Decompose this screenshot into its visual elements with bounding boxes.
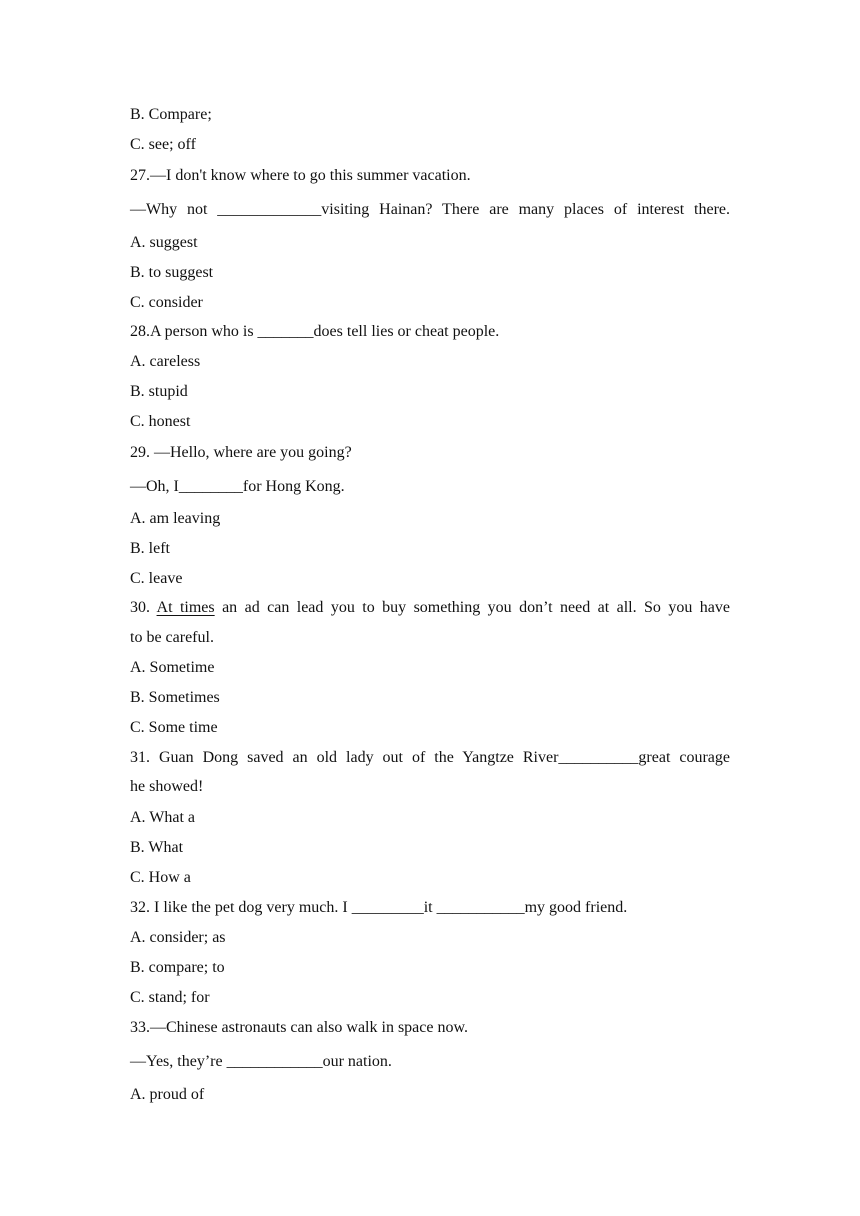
q31-option-a: A. What a <box>130 809 196 826</box>
q26-option-b: B. Compare; <box>130 106 212 123</box>
q30-option-a: A. Sometime <box>130 659 215 676</box>
q29-option-c: C. leave <box>130 570 183 587</box>
q28-question: 28.A person who is _______does tell lies or cheat people. <box>130 323 500 340</box>
q32-option-b: B. compare; to <box>130 959 225 976</box>
q30-number: 30. <box>130 599 157 616</box>
q29-response: —Oh, I________for Hong Kong. <box>130 478 345 495</box>
q27-response: —Why not _____________visiting Hainan? There are many places of interest there. <box>130 201 730 218</box>
q32-option-a: A. consider; as <box>130 929 226 946</box>
q31-question: 31. Guan Dong saved an old lady out of the Yangtze River__________great courage <box>130 749 730 766</box>
q28-option-c: C. honest <box>130 413 191 430</box>
q30-option-b: B. Sometimes <box>130 689 220 706</box>
q32-question: 32. I like the pet dog very much. I _________it ___________my good friend. <box>130 899 628 916</box>
q33-response: —Yes, they’re ____________our nation. <box>130 1053 392 1070</box>
q31-option-c: C. How a <box>130 869 191 886</box>
q30-question-rest: an ad can lead you to buy something you don’t need at all. So you have <box>214 599 730 616</box>
q30-question <box>130 598 730 618</box>
q26-option-c: C. see; off <box>130 136 196 153</box>
q30-underlined-phrase: At times <box>156 599 215 616</box>
q29-option-a: A. am leaving <box>130 510 221 527</box>
q27-option-c: C. consider <box>130 294 203 311</box>
q27-option-b: B. to suggest <box>130 264 214 281</box>
q33-option-a: A. proud of <box>130 1086 205 1103</box>
q27-option-a: A. suggest <box>130 234 198 251</box>
q31-option-b: B. What <box>130 839 184 856</box>
q33-prompt: 33.—Chinese astronauts can also walk in space now. <box>130 1019 468 1036</box>
q27-prompt: 27.—I don't know where to go this summer vacation. <box>130 167 471 184</box>
q28-option-a: A. careless <box>130 353 201 370</box>
q29-option-b: B. left <box>130 540 170 557</box>
q32-option-c: C. stand; for <box>130 989 210 1006</box>
q29-prompt: 29. —Hello, where are you going? <box>130 444 352 461</box>
q31-question-cont: he showed! <box>130 778 204 795</box>
q28-option-b: B. stupid <box>130 383 188 400</box>
q30-question-cont: to be careful. <box>130 629 214 646</box>
q30-option-c: C. Some time <box>130 719 218 736</box>
